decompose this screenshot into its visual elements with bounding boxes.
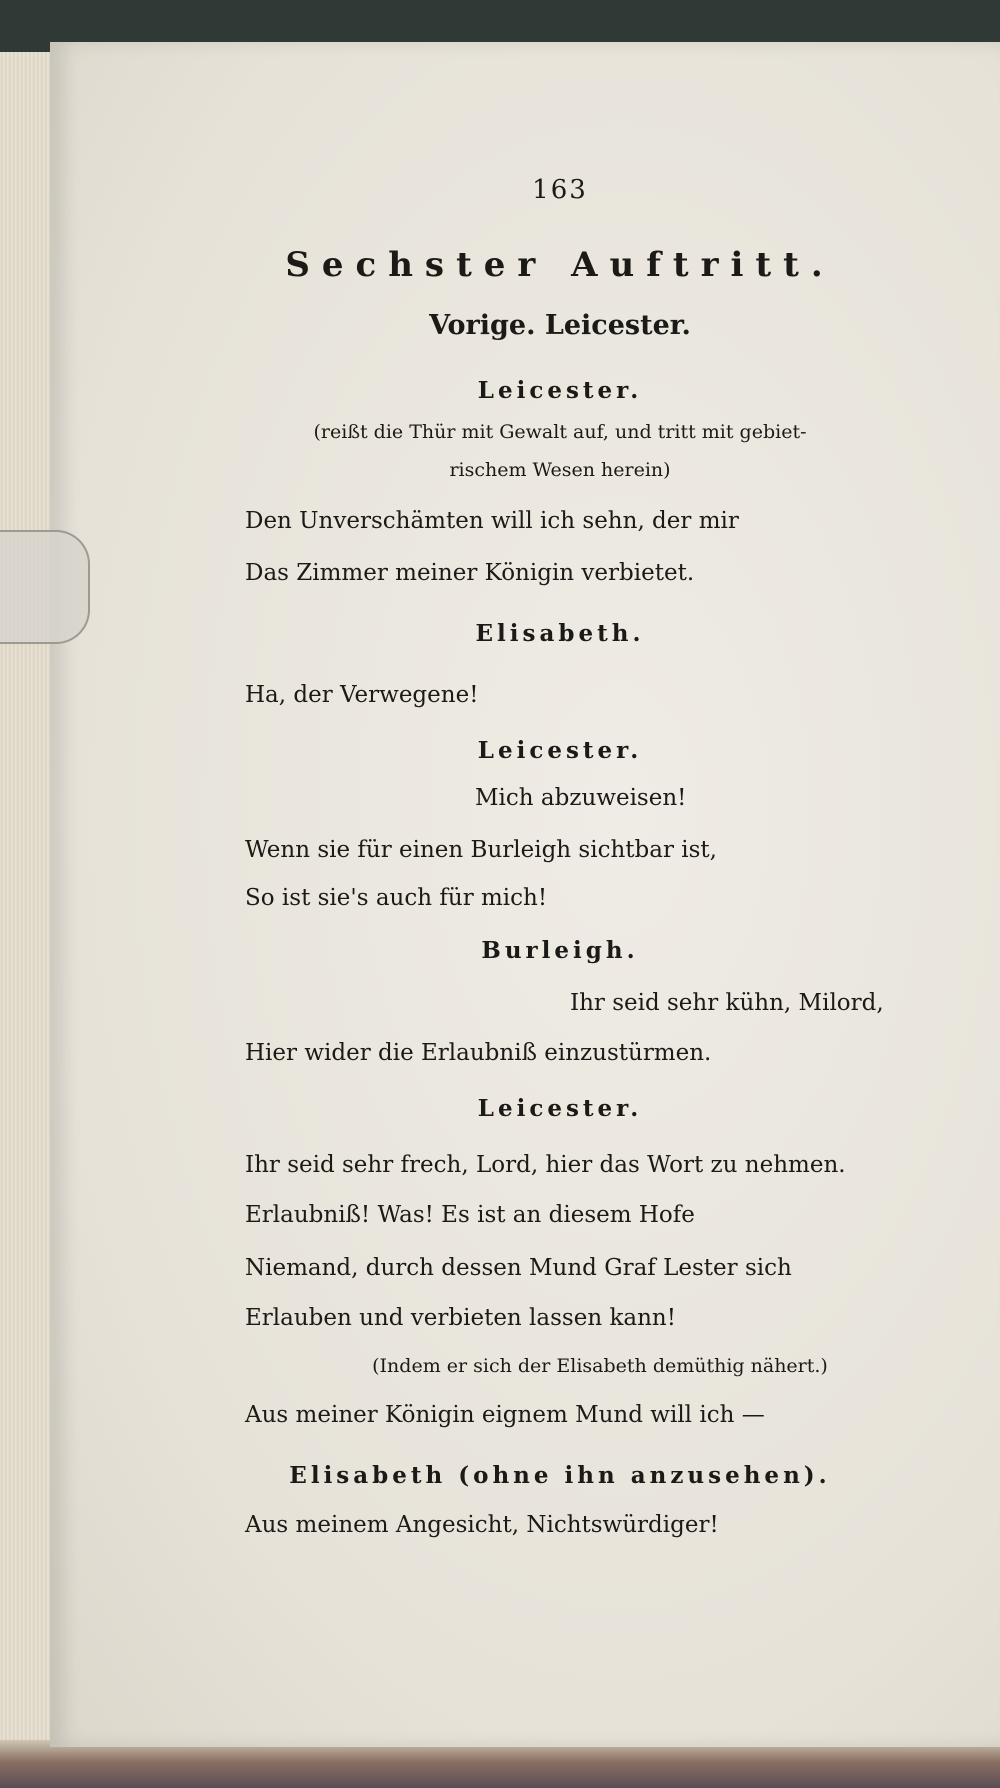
verse-line: Erlauben und verbieten lassen kann! — [245, 1305, 676, 1331]
verse-line: Ihr seid sehr kühn, Milord, — [570, 990, 884, 1016]
speaker-name: Leicester. — [477, 377, 643, 404]
verse-line: Aus meinem Angesicht, Nichtswürdiger! — [245, 1512, 719, 1538]
speaker-name: Leicester. — [477, 1095, 643, 1122]
verse-line: Ha, der Verwegene! — [245, 682, 479, 708]
verse-line: Hier wider die Erlaubniß einzustürmen. — [245, 1040, 712, 1066]
stage-direction: (Indem er sich der Elisabeth demüthig nähert.) — [372, 1355, 828, 1377]
speaker-name: Leicester. — [477, 737, 643, 764]
stage-direction: (reißt die Thür mit Gewalt auf, und tritt mit gebiet- — [313, 421, 807, 443]
scene-characters: Vorige. Leicester. — [429, 310, 691, 341]
speaker-name: Elisabeth (ohne ihn anzusehen). — [289, 1462, 831, 1489]
verse-line: Wenn sie für einen Burleigh sichtbar ist, — [245, 837, 717, 863]
page-number: 163 — [532, 175, 588, 205]
speaker-name: Burleigh. — [481, 937, 639, 964]
verse-line: So ist sie's auch für mich! — [245, 885, 548, 911]
verse-line: Mich abzuweisen! — [475, 785, 687, 811]
verse-line: Den Unverschämten will ich sehn, der mir — [245, 508, 739, 534]
page-tab-marker — [0, 530, 90, 644]
verse-line: Ihr seid sehr frech, Lord, hier das Wort zu nehmen. — [245, 1152, 846, 1178]
stage-direction: rischem Wesen herein) — [449, 459, 671, 481]
verse-line: Aus meiner Königin eignem Mund will ich — — [245, 1402, 765, 1428]
book-bottom-edge — [0, 1740, 1000, 1788]
scene-heading: Sechster Auftritt. — [285, 245, 835, 285]
verse-line: Niemand, durch dessen Mund Graf Lester sich — [245, 1255, 792, 1281]
verse-line: Das Zimmer meiner Königin verbietet. — [245, 560, 695, 586]
speaker-name: Elisabeth. — [475, 620, 645, 647]
verse-line: Erlaubniß! Was! Es ist an diesem Hofe — [245, 1202, 695, 1228]
book-page — [50, 42, 1000, 1747]
